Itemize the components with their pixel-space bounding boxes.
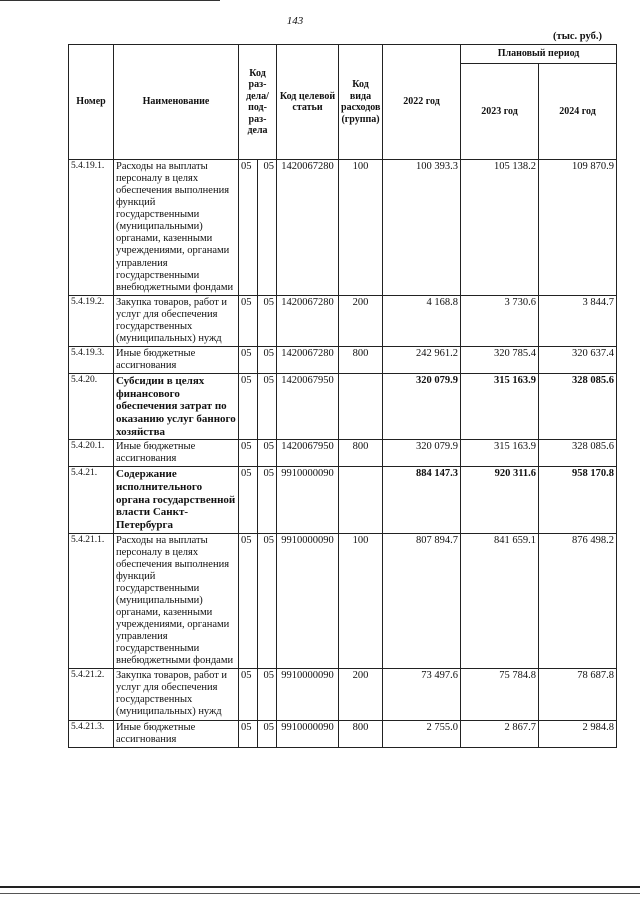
top-rule (0, 0, 220, 1)
table-row (69, 467, 617, 533)
row-amount-2023: 315 163.9 (461, 440, 539, 467)
row-number: 5.4.20. (69, 374, 114, 440)
row-number: 5.4.21. (69, 467, 114, 533)
row-amount-2024: 78 687.8 (539, 669, 617, 720)
page-number: 143 (286, 15, 304, 27)
row-subsection-code: 05 (258, 374, 277, 440)
row-section-code: 05 (239, 669, 258, 720)
row-number: 5.4.21.3. (69, 720, 114, 747)
table-row (69, 720, 617, 747)
header-planned-period: Плановый период (461, 45, 617, 64)
units-label: (тыс. руб.) (553, 31, 602, 42)
row-amount-2022: 320 079.9 (383, 374, 461, 440)
table-row (69, 533, 617, 669)
row-amount-2023: 105 138.2 (461, 160, 539, 296)
row-subsection-code: 05 (258, 295, 277, 346)
budget-table (68, 44, 617, 748)
table-row (69, 440, 617, 467)
row-number: 5.4.19.1. (69, 160, 114, 296)
row-amount-2024: 958 170.8 (539, 467, 617, 533)
row-target-code: 9910000090 (277, 720, 339, 747)
row-amount-2024: 2 984.8 (539, 720, 617, 747)
row-name: Закупка товаров, работ и услуг для обеспечения государственных (муниципальных) нужд (114, 295, 239, 346)
row-subsection-code: 05 (258, 440, 277, 467)
row-section-code: 05 (239, 533, 258, 669)
table-row (69, 669, 617, 720)
row-amount-2024: 328 085.6 (539, 440, 617, 467)
row-target-code: 9910000090 (277, 669, 339, 720)
table-row (69, 295, 617, 346)
row-amount-2023: 75 784.8 (461, 669, 539, 720)
header-year-2023: 2023 год (461, 64, 539, 160)
row-subsection-code: 05 (258, 533, 277, 669)
row-name: Иные бюджетные ассигнования (114, 440, 239, 467)
header-target-code: Код целевой статьи (277, 45, 339, 160)
row-expense-type (339, 467, 383, 533)
row-amount-2023: 2 867.7 (461, 720, 539, 747)
row-number: 5.4.21.2. (69, 669, 114, 720)
row-amount-2024: 328 085.6 (539, 374, 617, 440)
row-amount-2024: 876 498.2 (539, 533, 617, 669)
row-amount-2023: 841 659.1 (461, 533, 539, 669)
row-amount-2022: 242 961.2 (383, 346, 461, 373)
table-body (69, 160, 617, 748)
row-expense-type: 200 (339, 669, 383, 720)
row-name: Субсидии в целях финансового обеспечения затрат по оказанию услуг банного хозяйства (114, 374, 239, 440)
row-target-code: 1420067950 (277, 440, 339, 467)
row-amount-2022: 807 894.7 (383, 533, 461, 669)
row-section-code: 05 (239, 374, 258, 440)
row-expense-type: 800 (339, 346, 383, 373)
row-name: Иные бюджетные ассигнования (114, 720, 239, 747)
header-section-code: Код раз-дела/ под-раз-дела (239, 45, 277, 160)
row-target-code: 1420067950 (277, 374, 339, 440)
row-amount-2023: 315 163.9 (461, 374, 539, 440)
bottom-rule (0, 886, 640, 888)
row-subsection-code: 05 (258, 467, 277, 533)
header-year-2022: 2022 год (383, 45, 461, 160)
row-section-code: 05 (239, 346, 258, 373)
table-row (69, 374, 617, 440)
row-expense-type: 100 (339, 160, 383, 296)
row-expense-type: 200 (339, 295, 383, 346)
row-section-code: 05 (239, 160, 258, 296)
row-target-code: 9910000090 (277, 467, 339, 533)
table-row (69, 160, 617, 296)
row-target-code: 1420067280 (277, 346, 339, 373)
header-row (69, 45, 617, 64)
row-subsection-code: 05 (258, 346, 277, 373)
row-amount-2024: 109 870.9 (539, 160, 617, 296)
row-number: 5.4.19.2. (69, 295, 114, 346)
row-section-code: 05 (239, 440, 258, 467)
row-section-code: 05 (239, 720, 258, 747)
row-name: Расходы на выплаты персоналу в целях обеспечения выполнения функций государственными (муниципальными) органами, казенными учреждениями, органами управления государственными внебюджетными фондами (114, 160, 239, 296)
row-amount-2023: 920 311.6 (461, 467, 539, 533)
row-amount-2022: 73 497.6 (383, 669, 461, 720)
row-number: 5.4.19.3. (69, 346, 114, 373)
row-expense-type: 100 (339, 533, 383, 669)
header-number: Номер (69, 45, 114, 160)
row-amount-2022: 100 393.3 (383, 160, 461, 296)
row-amount-2022: 884 147.3 (383, 467, 461, 533)
header-name: Наименование (114, 45, 239, 160)
row-expense-type: 800 (339, 440, 383, 467)
row-target-code: 9910000090 (277, 533, 339, 669)
row-section-code: 05 (239, 295, 258, 346)
row-target-code: 1420067280 (277, 160, 339, 296)
row-amount-2022: 2 755.0 (383, 720, 461, 747)
row-section-code: 05 (239, 467, 258, 533)
row-amount-2023: 320 785.4 (461, 346, 539, 373)
row-name: Содержание исполнительного органа государственной власти Санкт-Петербурга (114, 467, 239, 533)
row-subsection-code: 05 (258, 669, 277, 720)
row-number: 5.4.20.1. (69, 440, 114, 467)
row-amount-2022: 320 079.9 (383, 440, 461, 467)
row-name: Закупка товаров, работ и услуг для обеспечения государственных (муниципальных) нужд (114, 669, 239, 720)
row-amount-2024: 320 637.4 (539, 346, 617, 373)
row-amount-2024: 3 844.7 (539, 295, 617, 346)
header-year-2024: 2024 год (539, 64, 617, 160)
row-subsection-code: 05 (258, 160, 277, 296)
row-amount-2023: 3 730.6 (461, 295, 539, 346)
row-expense-type: 800 (339, 720, 383, 747)
row-name: Расходы на выплаты персоналу в целях обеспечения выполнения функций государственными (муниципальными) органами, казенными учреждениями, органами управления государственными внебюджетными фондами (114, 533, 239, 669)
table-row (69, 346, 617, 373)
bottom-rule-thin (0, 893, 640, 894)
header-expense-type: Код вида расходов (группа) (339, 45, 383, 160)
row-subsection-code: 05 (258, 720, 277, 747)
row-target-code: 1420067280 (277, 295, 339, 346)
row-amount-2022: 4 168.8 (383, 295, 461, 346)
row-expense-type (339, 374, 383, 440)
row-number: 5.4.21.1. (69, 533, 114, 669)
row-name: Иные бюджетные ассигнования (114, 346, 239, 373)
